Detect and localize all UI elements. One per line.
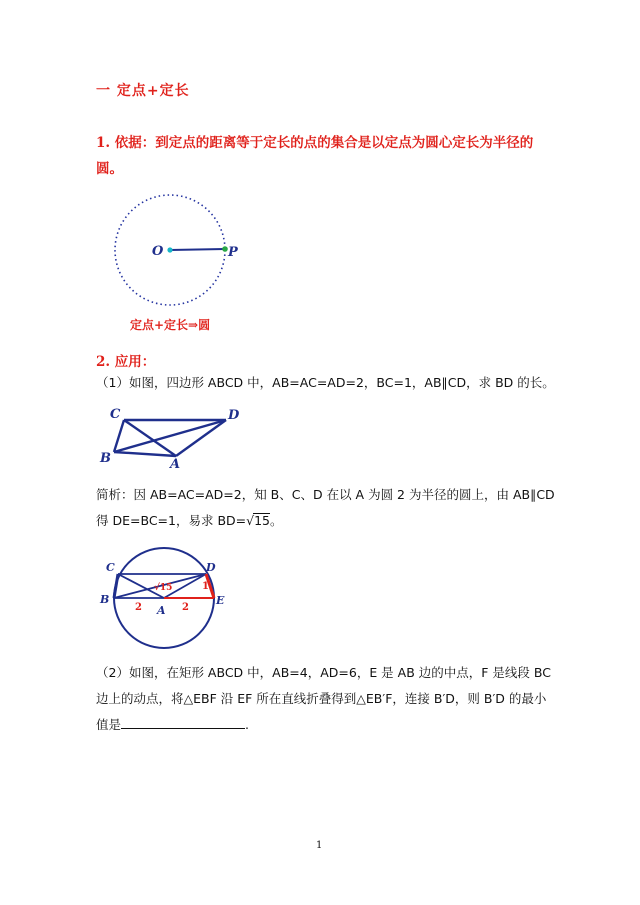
problem-1-text: （1）如图，四边形 ABCD 中，AB=AC=AD=2，BC=1，AB∥CD，求 BD 的长。 — [96, 375, 555, 390]
sqrt-sign: √ — [246, 513, 255, 528]
section-title: 一 定点+定长 — [96, 83, 190, 99]
solution-end: 。 — [270, 513, 283, 528]
segment-ca — [124, 420, 176, 456]
radius-op — [170, 249, 225, 250]
solution-text — [96, 482, 556, 534]
label-a: A — [170, 457, 181, 472]
label-b: B — [100, 593, 110, 606]
label-o: O — [152, 244, 164, 259]
circle-figure — [108, 192, 248, 310]
sqrt-radicand: 15 — [254, 513, 271, 528]
quadrilateral-figure — [98, 404, 248, 472]
center-point-o — [167, 247, 172, 252]
label-length-de: 1 — [202, 581, 209, 592]
label-length-ae: 2 — [182, 602, 189, 613]
application-heading: 2. 应用： — [96, 354, 156, 370]
segment-cb — [114, 420, 124, 452]
segment-ba — [114, 452, 176, 456]
label-c: C — [106, 561, 115, 574]
label-a: A — [157, 604, 166, 617]
label-c: C — [110, 407, 121, 422]
problem-2-end: . — [245, 717, 249, 732]
label-d: D — [228, 408, 240, 423]
problem-2-text — [96, 660, 556, 738]
segment-ad — [176, 420, 226, 456]
label-d: D — [206, 561, 216, 574]
basis-statement: 1. 依据：到定点的距离等于定长的点的集合是以定点为圆心定长为半径的圆。 — [96, 135, 534, 177]
figure1-caption: 定点+定长⇒圆 — [130, 318, 211, 332]
label-e: E — [216, 594, 225, 607]
page-number: 1 — [316, 840, 323, 851]
circle-solution-figure — [96, 546, 236, 654]
segment-bc — [114, 574, 118, 598]
label-b: B — [100, 451, 111, 466]
solution-body: 简析：因 AB=AC=AD=2，知 B、C、D 在以 A 为圆 2 为半径的圆上，由 AB∥CD 得 DE=BC=1，易求 BD= — [96, 487, 555, 528]
label-length-ba: 2 — [135, 602, 142, 613]
label-length-bd: √15 — [154, 583, 173, 593]
point-p — [222, 246, 228, 252]
label-p: P — [228, 245, 238, 260]
answer-blank — [121, 714, 245, 729]
problem-2-body: （2）如图，在矩形 ABCD 中，AB=4，AD=6，E 是 AB 边的中点，F 是线段 BC 边上的动点，将△EBF 沿 EF 所在直线折叠得到△EB′F，连接 B′D，则 B′D 的最小值是 — [96, 665, 551, 732]
